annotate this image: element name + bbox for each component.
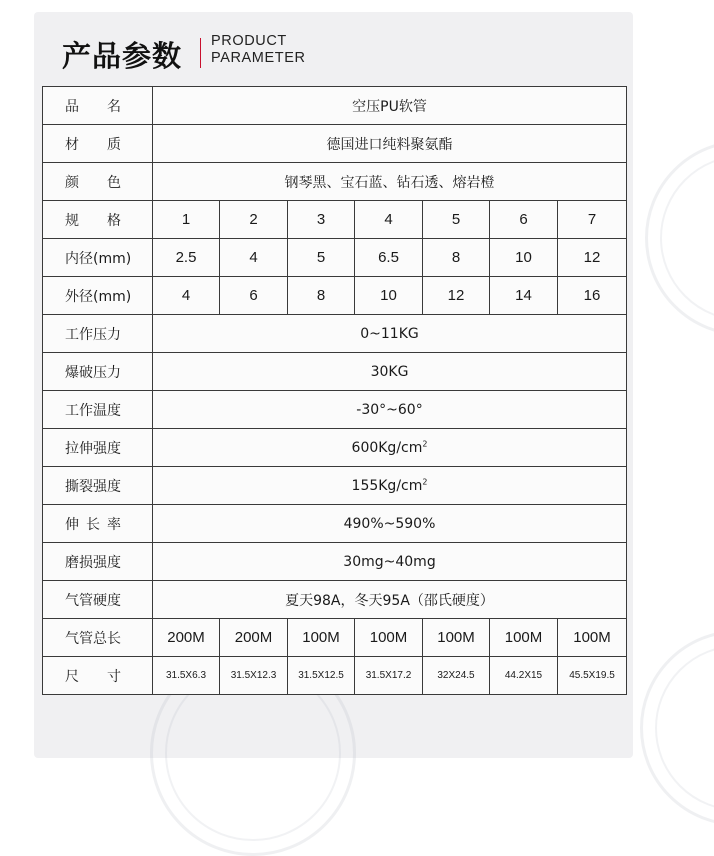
row-label: 气管硬度 bbox=[43, 581, 153, 619]
row-value: 30mg~40mg bbox=[153, 543, 627, 581]
table-cell: 10 bbox=[490, 239, 558, 277]
row-value: -30°~60° bbox=[153, 391, 627, 429]
table-cell: 100M bbox=[288, 619, 355, 657]
row-label: 内径(mm) bbox=[43, 239, 153, 277]
table-cell: 5 bbox=[423, 201, 490, 239]
table-cell: 7 bbox=[558, 201, 627, 239]
subtitle-line-2: PARAMETER bbox=[211, 50, 306, 66]
row-value: 0~11KG bbox=[153, 315, 627, 353]
table-row-elongation bbox=[43, 505, 627, 543]
table-row-spec bbox=[43, 201, 627, 239]
row-label: 撕裂强度 bbox=[43, 467, 153, 505]
table-cell: 16 bbox=[558, 277, 627, 315]
table-row-working-temp bbox=[43, 391, 627, 429]
table-cell: 12 bbox=[423, 277, 490, 315]
title-separator bbox=[200, 38, 201, 68]
watermark-seal bbox=[645, 140, 714, 336]
table-cell: 200M bbox=[153, 619, 220, 657]
row-value: 德国进口纯料聚氨酯 bbox=[153, 125, 627, 163]
table-row-inner-diameter bbox=[43, 239, 627, 277]
watermark-seal bbox=[640, 630, 714, 826]
table-cell: 31.5X17.2 bbox=[355, 657, 423, 695]
table-cell: 8 bbox=[423, 239, 490, 277]
row-label: 拉伸强度 bbox=[43, 429, 153, 467]
table-cell: 100M bbox=[490, 619, 558, 657]
table-row-color bbox=[43, 163, 627, 201]
row-value bbox=[153, 429, 627, 467]
unit-superscript: 2 bbox=[422, 476, 428, 486]
value-text: 155Kg/cm bbox=[351, 477, 423, 494]
subtitle-line-1: PRODUCT bbox=[211, 33, 287, 49]
row-value: 空压PU软管 bbox=[153, 87, 627, 125]
table-cell: 3 bbox=[288, 201, 355, 239]
table-cell: 2 bbox=[220, 201, 288, 239]
row-label: 工作温度 bbox=[43, 391, 153, 429]
page-subtitle bbox=[211, 33, 306, 67]
table-cell: 100M bbox=[558, 619, 627, 657]
table-cell: 45.5X19.5 bbox=[558, 657, 627, 695]
table-row-outer-diameter bbox=[43, 277, 627, 315]
table-cell: 200M bbox=[220, 619, 288, 657]
table-cell: 10 bbox=[355, 277, 423, 315]
row-label: 品 名 bbox=[43, 87, 153, 125]
table-cell: 32X24.5 bbox=[423, 657, 490, 695]
page-title: 产品参数 bbox=[62, 39, 183, 73]
table-cell: 6 bbox=[490, 201, 558, 239]
row-label: 规 格 bbox=[43, 201, 153, 239]
value-text: 600Kg/cm bbox=[351, 439, 423, 456]
table-row-size bbox=[43, 657, 627, 695]
table-cell: 12 bbox=[558, 239, 627, 277]
row-value: 钢琴黑、宝石蓝、钻石透、熔岩橙 bbox=[153, 163, 627, 201]
unit-superscript: 2 bbox=[422, 438, 428, 448]
table-row-abrasion bbox=[43, 543, 627, 581]
table-cell: 31.5X12.5 bbox=[288, 657, 355, 695]
table-cell: 8 bbox=[288, 277, 355, 315]
table-row-name bbox=[43, 87, 627, 125]
table-row-hardness bbox=[43, 581, 627, 619]
table-cell: 100M bbox=[423, 619, 490, 657]
table-cell: 1 bbox=[153, 201, 220, 239]
row-label: 磨损强度 bbox=[43, 543, 153, 581]
table-cell: 31.5X6.3 bbox=[153, 657, 220, 695]
table-cell: 4 bbox=[153, 277, 220, 315]
table-cell: 44.2X15 bbox=[490, 657, 558, 695]
row-value bbox=[153, 467, 627, 505]
table-row-total-length bbox=[43, 619, 627, 657]
table-cell: 6.5 bbox=[355, 239, 423, 277]
row-label: 气管总长 bbox=[43, 619, 153, 657]
row-label: 材 质 bbox=[43, 125, 153, 163]
row-label: 颜 色 bbox=[43, 163, 153, 201]
row-value: 490%~590% bbox=[153, 505, 627, 543]
row-label: 尺 寸 bbox=[43, 657, 153, 695]
table-cell: 6 bbox=[220, 277, 288, 315]
row-value: 30KG bbox=[153, 353, 627, 391]
table-cell: 14 bbox=[490, 277, 558, 315]
table-row-tear-strength bbox=[43, 467, 627, 505]
table-row-tensile-strength bbox=[43, 429, 627, 467]
table-row-material bbox=[43, 125, 627, 163]
row-label: 工作压力 bbox=[43, 315, 153, 353]
row-label: 外径(mm) bbox=[43, 277, 153, 315]
table-row-burst-pressure bbox=[43, 353, 627, 391]
table-cell: 5 bbox=[288, 239, 355, 277]
table-cell: 100M bbox=[355, 619, 423, 657]
table-row-working-pressure bbox=[43, 315, 627, 353]
row-label: 伸 长 率 bbox=[43, 505, 153, 543]
row-label: 爆破压力 bbox=[43, 353, 153, 391]
table-cell: 2.5 bbox=[153, 239, 220, 277]
table-cell: 4 bbox=[220, 239, 288, 277]
table-cell: 4 bbox=[355, 201, 423, 239]
table-cell: 31.5X12.3 bbox=[220, 657, 288, 695]
row-value: 夏天98A，冬天95A（邵氏硬度） bbox=[153, 581, 627, 619]
parameter-table bbox=[42, 86, 627, 695]
